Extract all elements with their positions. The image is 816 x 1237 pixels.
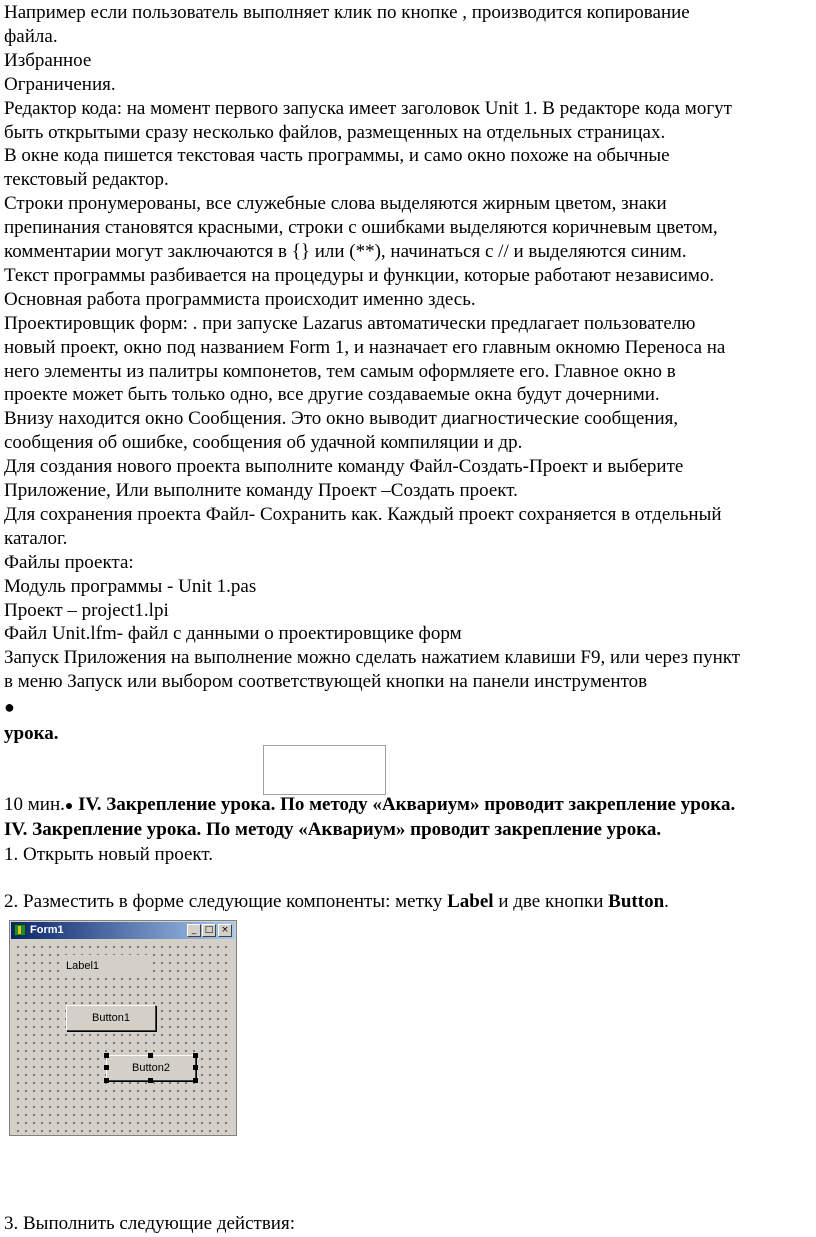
bullet-marker: ● [4, 697, 15, 717]
selection-handle[interactable] [148, 1078, 153, 1083]
paragraph-line: него элементы из палитры компонетов, тем самым оформляете его. Главное окно в [4, 360, 676, 382]
paragraph-line: текстовый редактор. [4, 169, 169, 191]
window-title: Form1 [30, 924, 64, 936]
selection-handle[interactable] [104, 1053, 109, 1058]
paragraph-line: В окне кода пишется текстовая часть программы, и само окно похоже на обычные [4, 145, 670, 167]
label1-component[interactable]: Label1 [64, 955, 152, 977]
paragraph-line: каталог. [4, 527, 68, 549]
paragraph-line: Ограничения. [4, 73, 116, 95]
bullet-marker-inline: ● [64, 799, 74, 814]
close-icon[interactable]: × [218, 924, 232, 937]
task-2-suffix: . [664, 891, 669, 912]
paragraph-line: Для сохранения проекта Файл- Сохранить как. Каждый проект сохраняется в отдельный [4, 503, 722, 525]
selection-handle[interactable] [148, 1053, 153, 1058]
lazarus-app-icon [14, 924, 26, 936]
paragraph-line: Для создания нового проекта выполните команду Файл-Создать-Проект и выберите [4, 456, 684, 478]
task-2-prefix: 2. Разместить в форме следующие компоненты: метку [4, 891, 448, 912]
empty-frame [263, 745, 386, 795]
section-heading-repeat: IV. Закрепление урока. По методу «Аквариум» проводит закрепление урока. [4, 819, 662, 840]
paragraph-line: сообщения об ошибке, сообщения об удачной компиляции и др. [4, 432, 523, 454]
paragraph-line: Например если пользователь выполняет клик по кнопке , производится копирование [4, 2, 690, 23]
paragraph-line: Проектировщик форм: . при запуске Lazarus автоматически предлагает пользователю [4, 312, 696, 334]
time-label: 10 мин. [4, 794, 65, 815]
task-3: 3. Выполнить следующие действия: [4, 1213, 295, 1234]
paragraph-line: комментарии могут заключаются в {} или (**), начинаться с // и выделяются синим. [4, 241, 687, 262]
form-design-grid [14, 943, 232, 1133]
paragraph-line: Внизу находится окно Сообщения. Это окно выводит диагностические сообщения, [4, 408, 679, 430]
paragraph-line: Проект – project1.lpi [4, 599, 169, 621]
section-line [4, 793, 735, 819]
paragraph-line: Запуск Приложения на выполнение можно сделать нажатием клавиши F9, или через пункт [4, 647, 741, 669]
paragraph-line: Приложение, Или выполните команду Проект –Создать проект. [4, 480, 518, 501]
paragraph-line: Текст программы разбивается на процедуры и функции, которые работают независимо. [4, 264, 715, 286]
paragraph-line: Модуль программы - Unit 1.pas [4, 575, 257, 597]
form1-window-image [9, 920, 237, 1136]
selection-handle[interactable] [193, 1065, 198, 1070]
task-2-middle: и две кнопки [493, 891, 609, 912]
paragraph-line: Основная работа программиста происходит именно здесь. [4, 288, 476, 310]
paragraph-line: Строки пронумерованы, все служебные слова выделяются жирным цветом, знаки [4, 193, 667, 215]
paragraph-line: быть открытыми сразу несколько файлов, размещенных на отдельных страницах. [4, 121, 666, 143]
selection-handle[interactable] [104, 1078, 109, 1083]
paragraph-line: Избранное [4, 49, 92, 71]
paragraph-line: Файл Unit.lfm- файл с данными о проектировщике форм [4, 623, 462, 645]
task-2-button-word: Button [608, 891, 665, 912]
task-2-label-word: Label [447, 891, 494, 912]
button1-component[interactable]: Button1 [66, 1005, 156, 1031]
paragraph-line: Редактор кода: на момент первого запуска имеет заголовок Unit 1. В редакторе кода могут [4, 97, 732, 119]
task-2 [4, 890, 669, 914]
window-titlebar [11, 922, 235, 939]
maximize-icon[interactable]: □ [202, 924, 216, 937]
paragraph-line: новый проект, окно под названием Form 1, и назначает его главным окномю Переноса на [4, 336, 726, 358]
section-heading: IV. Закрепление урока. По методу «Аквариум» проводит закрепление урока. [73, 794, 736, 815]
paragraph-line: Файлы проекта: [4, 551, 134, 573]
paragraph-line: файла. [4, 25, 58, 47]
task-1: 1. Открыть новый проект. [4, 844, 213, 865]
selection-handle[interactable] [193, 1053, 198, 1058]
paragraph-line: препинания становятся красными, строки с ошибками выделяются коричневым цветом, [4, 217, 718, 239]
button2-component[interactable]: Button2 [106, 1055, 196, 1081]
minimize-icon[interactable]: _ [187, 924, 201, 937]
lesson-label: урока. [4, 723, 59, 744]
paragraph-line: проекте может быть только одно, все другие создаваемые окна будут дочерними. [4, 384, 660, 406]
paragraph-line: в меню Запуск или выбором соответствующей кнопки на панели инструментов [4, 671, 648, 693]
selection-handle[interactable] [193, 1078, 198, 1083]
selection-handle[interactable] [104, 1065, 109, 1070]
